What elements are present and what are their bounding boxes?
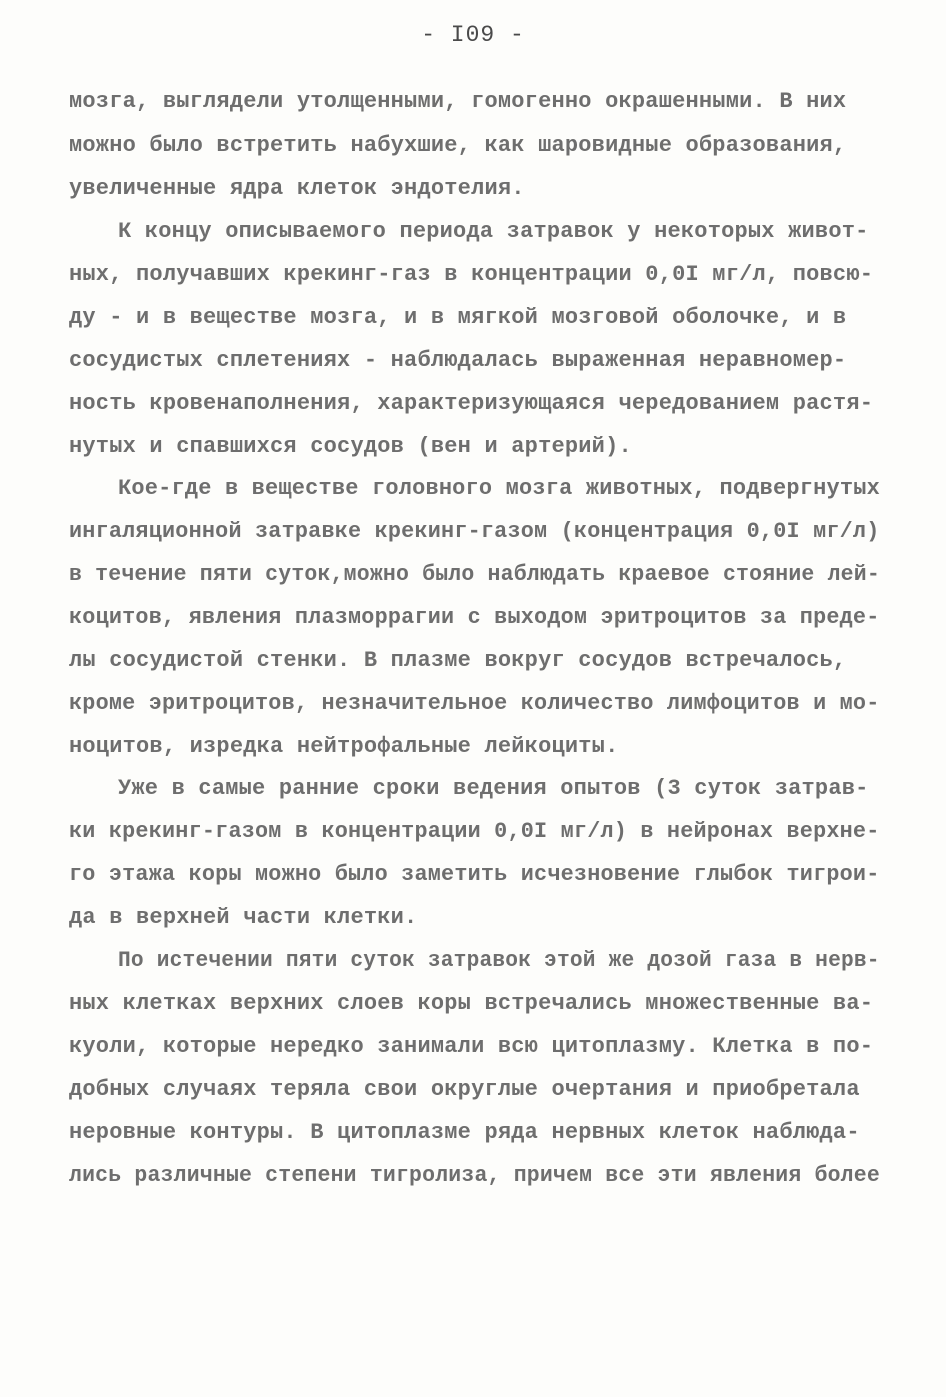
text-line: ных клетках верхних слоев коры встречались множественные ва- xyxy=(69,991,874,1016)
text-line: лись различные степени тигролиза, причем все эти явления более xyxy=(69,1163,880,1188)
text-line: Кое-где в веществе головного мозга животных, подвергнутых xyxy=(118,476,880,501)
page-number: - I09 - xyxy=(421,22,525,48)
text-line: ноцитов, изредка нейтрофальные лейкоциты. xyxy=(69,734,619,759)
text-line: ность кровенаполнения, характеризующаяся чередованием растя- xyxy=(69,391,874,416)
text-line: добных случаях теряла свои округлые очертания и приобретала xyxy=(69,1077,860,1102)
text-line: Уже в самые ранние сроки ведения опытов (3 суток затрав- xyxy=(118,776,869,801)
text-line: го этажа коры можно было заметить исчезновение глыбок тигрои- xyxy=(69,862,880,887)
text-line: К концу описываемого периода затравок у некоторых живот- xyxy=(118,219,869,244)
text-line: да в верхней части клетки. xyxy=(69,905,418,930)
text-line: По истечении пяти суток затравок этой же дозой газа в нерв- xyxy=(118,948,880,973)
text-line: ингаляционной затравке крекинг-газом (концентрация 0,0I мг/л) xyxy=(69,519,880,544)
text-line: ных, получавших крекинг-газ в концентрации 0,0I мг/л, повсю- xyxy=(69,262,874,287)
text-line: увеличенные ядра клеток эндотелия. xyxy=(69,176,525,201)
text-line: кроме эритроцитов, незначительное количество лимфоцитов и мо- xyxy=(69,691,880,716)
text-line: коцитов, явления плазморрагии с выходом эритроцитов за преде- xyxy=(69,605,880,630)
text-line: сосудистых сплетениях - наблюдалась выраженная неравномер- xyxy=(69,348,847,373)
text-line: ки крекинг-газом в концентрации 0,0I мг/л) в нейронах верхне- xyxy=(69,819,880,844)
text-line: можно было встретить набухшие, как шаровидные образования, xyxy=(69,133,847,158)
text-line: мозга, выглядели утолщенными, гомогенно окрашенными. В них xyxy=(69,89,847,114)
text-line: куоли, которые нередко занимали всю цитоплазму. Клетка в по- xyxy=(69,1034,874,1059)
text-line: в течение пяти суток,можно было наблюдать краевое стояние лей- xyxy=(69,562,880,587)
text-line: неровные контуры. В цитоплазме ряда нервных клеток наблюда- xyxy=(69,1120,860,1145)
text-line: ду - и в веществе мозга, и в мягкой мозговой оболочке, и в xyxy=(69,305,847,330)
text-line: нутых и спавшихся сосудов (вен и артерий). xyxy=(69,434,632,459)
text-line: лы сосудистой стенки. В плазме вокруг сосудов встречалось, xyxy=(69,648,847,673)
